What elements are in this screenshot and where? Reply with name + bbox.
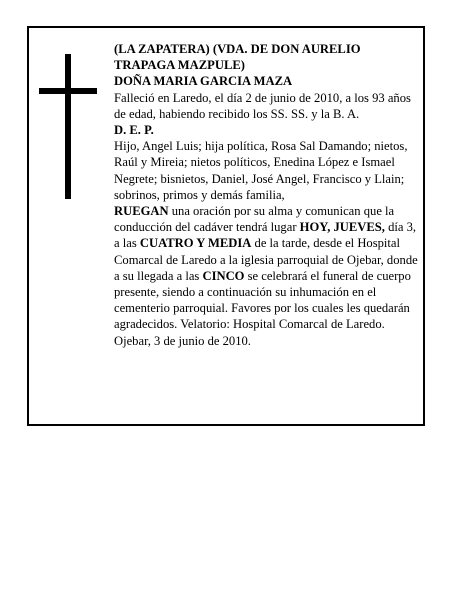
rip-line: D. E. P. (114, 123, 154, 138)
request-text-1: una oración por su alma y comunican que la conducción del cadáver tendrá lugar (114, 204, 395, 235)
day-word: HOY, JUEVES, (299, 220, 385, 235)
place-date: Ojebar, 3 de junio de 2010. (114, 333, 251, 348)
death-statement: Falleció en Laredo, el día 2 de junio de 2010, a los 93 años de edad, habiendo recibido los SS. SS. y la B. A. (114, 90, 411, 121)
request-text-3: de la tarde, desde el Hospital Comarcal de Laredo a la iglesia parroquial de Ojebar, donde a su llegada a las (114, 236, 418, 283)
deceased-name: DOÑA MARIA GARCIA MAZA (114, 74, 293, 89)
cross-vertical-bar (65, 54, 71, 199)
request-text-2: día 3, a las (114, 220, 417, 251)
time-word: CUATRO Y MEDIA (139, 236, 252, 251)
funeral-request (114, 203, 424, 333)
obituary-header-line: (LA ZAPATERA) (VDA. DE DON AURELIO TRAPAGA MAZPULE) (114, 42, 361, 73)
request-word: RUEGAN (114, 204, 169, 219)
obituary-text (114, 41, 424, 349)
time-word-2: CINCO (202, 268, 245, 283)
request-text-4: se celebrará el funeral de cuerpo presente, siendo a continuación su inhumación en el cementerio parroquial. Favores por los cuales les quedarán agradecidos. Velatorio: Hospital Comarcal de Laredo. (114, 268, 411, 332)
cross-icon (39, 54, 99, 199)
obituary-notice (27, 26, 425, 426)
family-list: Hijo, Angel Luis; hija política, Rosa Sal Damando; nietos, Raúl y Mireia; nietos políticos, Enedina López e Ismael Negrete; bisnietos, Daniel, José Angel, Francisco y Llain; sobrinos, primos y demás familia, (114, 139, 408, 202)
cross-horizontal-bar (39, 88, 97, 94)
